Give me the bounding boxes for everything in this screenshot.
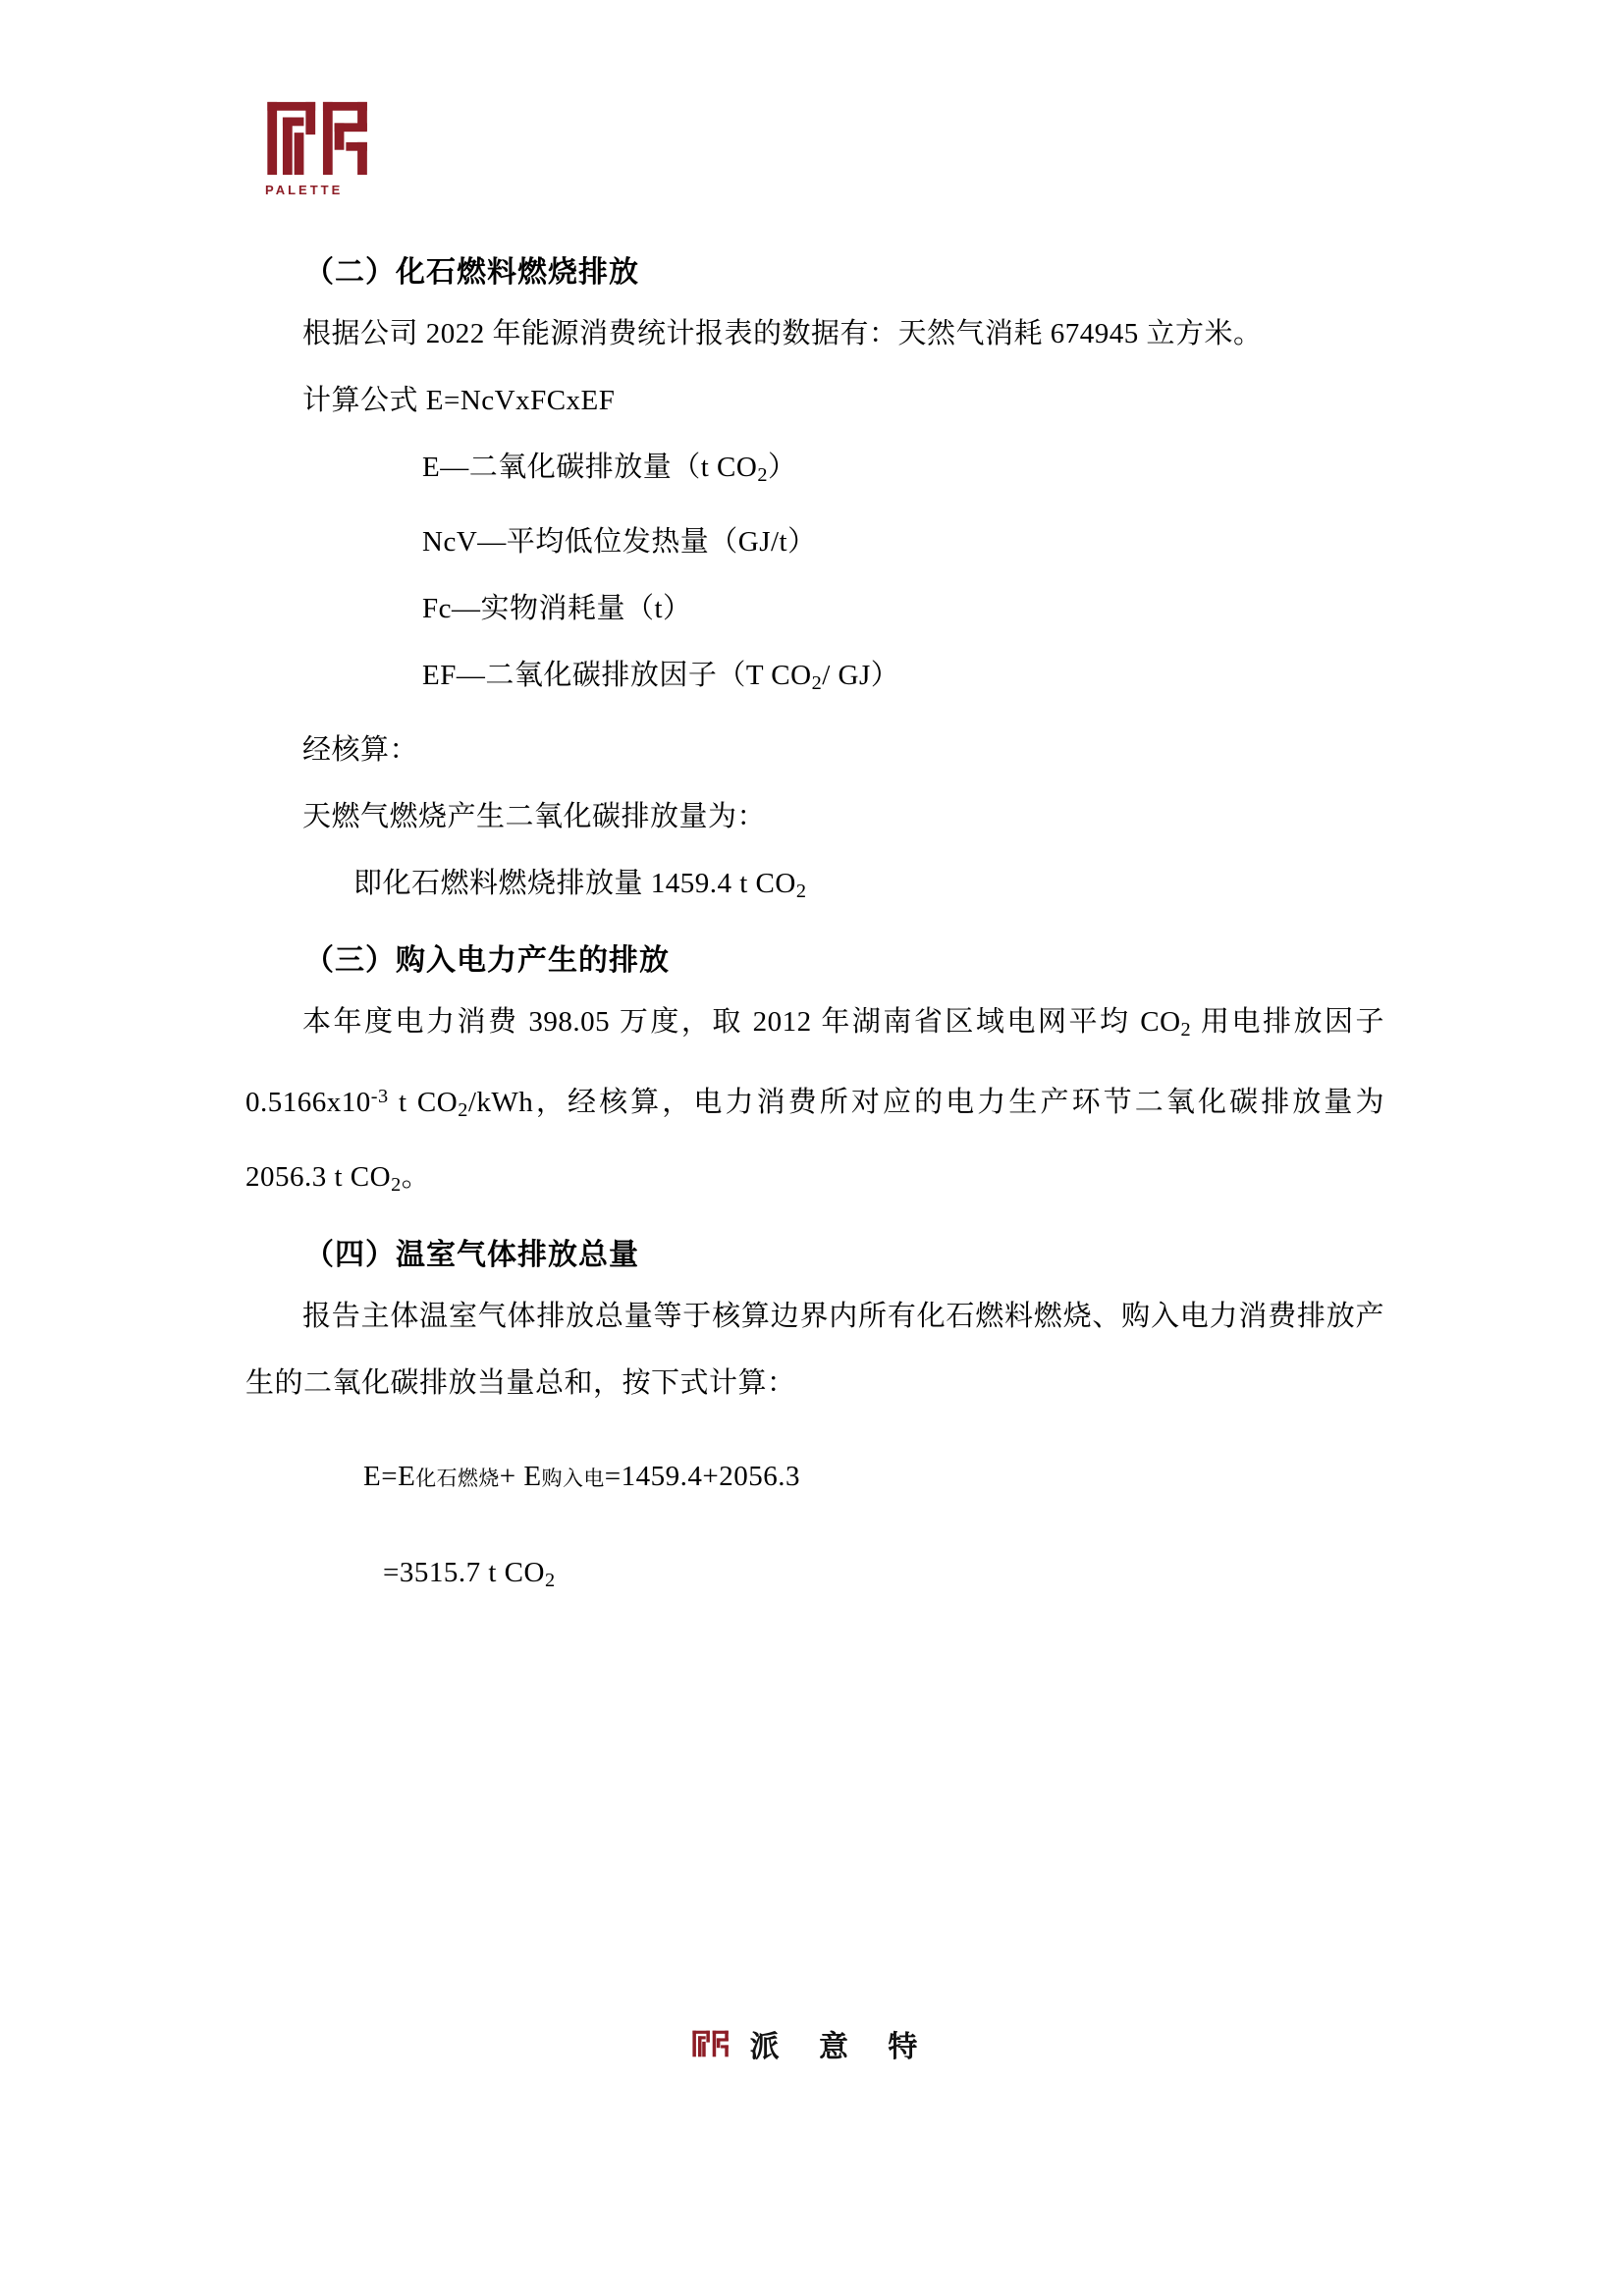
result-fossil-pre: 即化石燃料燃烧排放量 1459.4 t CO	[353, 868, 796, 900]
total-result-pre: =3515.7 t CO	[383, 1556, 545, 1588]
definition-NcV: NcV—平均低位发热量（GJ/t）	[422, 526, 817, 559]
paragraph-total-emission-intro: 报告主体温室气体排放总量等于核算边界内所有化石燃料燃烧、购入电力消费排放产生的二氧化碳排放当量总和，按下式计算：	[245, 1300, 1384, 1399]
elec-text-b: 用电排放因子 0.5166x10	[245, 1006, 1384, 1119]
total-result-sub: 2	[544, 1569, 556, 1591]
definition-EF	[245, 642, 1384, 717]
definition-EF-pre: EF—二氧化碳排放因子（T CO	[422, 660, 812, 692]
elec-text-d: /kWh，经核算，电力消费所对应的电力生产环节二氧化碳排放量为 2056.3 t CO	[245, 1087, 1384, 1194]
elec-text-a: 本年度电力消费 398.05 万度，取 2012 年湖南省区域电网平均 CO	[302, 1006, 1181, 1039]
header-logo	[263, 98, 401, 206]
document-body	[245, 250, 1384, 1615]
total-formula-sub2: 购入电	[541, 1466, 605, 1490]
definition-E	[245, 434, 1384, 508]
definition-EF-post: / GJ）	[822, 660, 900, 692]
result-fossil-sub: 2	[795, 881, 807, 903]
palette-logo-icon	[263, 98, 379, 179]
definition-Fc: Fc—实物消耗量（t）	[422, 593, 692, 625]
definition-EF-sub: 2	[811, 672, 823, 695]
palette-logo-small-icon	[691, 2027, 732, 2060]
paragraph-gas-emission-label: 天燃气燃烧产生二氧化碳排放量为：	[302, 801, 767, 833]
logo-caption: PALETTE	[265, 183, 344, 197]
total-formula-sub1: 化石燃烧	[415, 1466, 500, 1490]
section-heading-3: （三）购入电力产生的排放	[304, 944, 670, 978]
paragraph-calculation-label: 经核算：	[302, 734, 419, 767]
elec-sub-2: 2	[458, 1099, 468, 1122]
definition-E-sub: 2	[757, 464, 768, 487]
page-footer	[0, 2022, 1624, 2065]
total-formula-c: =1459.4+2056.3	[604, 1460, 800, 1492]
footer-brand-text: 派 意 特	[749, 2031, 934, 2063]
section-heading-2: （二）化石燃料燃烧排放	[304, 256, 639, 289]
paragraph-formula-intro: 计算公式 E=NcVxFCxEF	[302, 385, 616, 416]
elec-sub-1: 2	[1180, 1019, 1192, 1041]
total-formula-a: E=E	[363, 1460, 416, 1492]
definition-E-pre: E—二氧化碳排放量（t CO	[422, 452, 758, 483]
elec-text-c: t CO	[388, 1087, 459, 1119]
result-total-emission	[245, 1538, 1384, 1615]
formula-total-emission	[245, 1442, 1384, 1513]
section-heading-4: （四）温室气体排放总量	[304, 1238, 639, 1271]
paragraph-purchased-electricity	[245, 988, 1384, 1218]
elec-sub-3: 2	[391, 1174, 402, 1197]
total-formula-b: + E	[499, 1460, 542, 1492]
elec-sup-1: -3	[370, 1086, 389, 1108]
paragraph-fossil-fuel-data: 根据公司 2022 年能源消费统计报表的数据有：天然气消耗 674945 立方米。	[302, 318, 1263, 349]
elec-text-e: 。	[401, 1161, 431, 1194]
footer-inner	[691, 2022, 934, 2065]
result-fossil-fuel-emission	[245, 850, 1384, 925]
definition-E-post: ）	[767, 452, 797, 483]
